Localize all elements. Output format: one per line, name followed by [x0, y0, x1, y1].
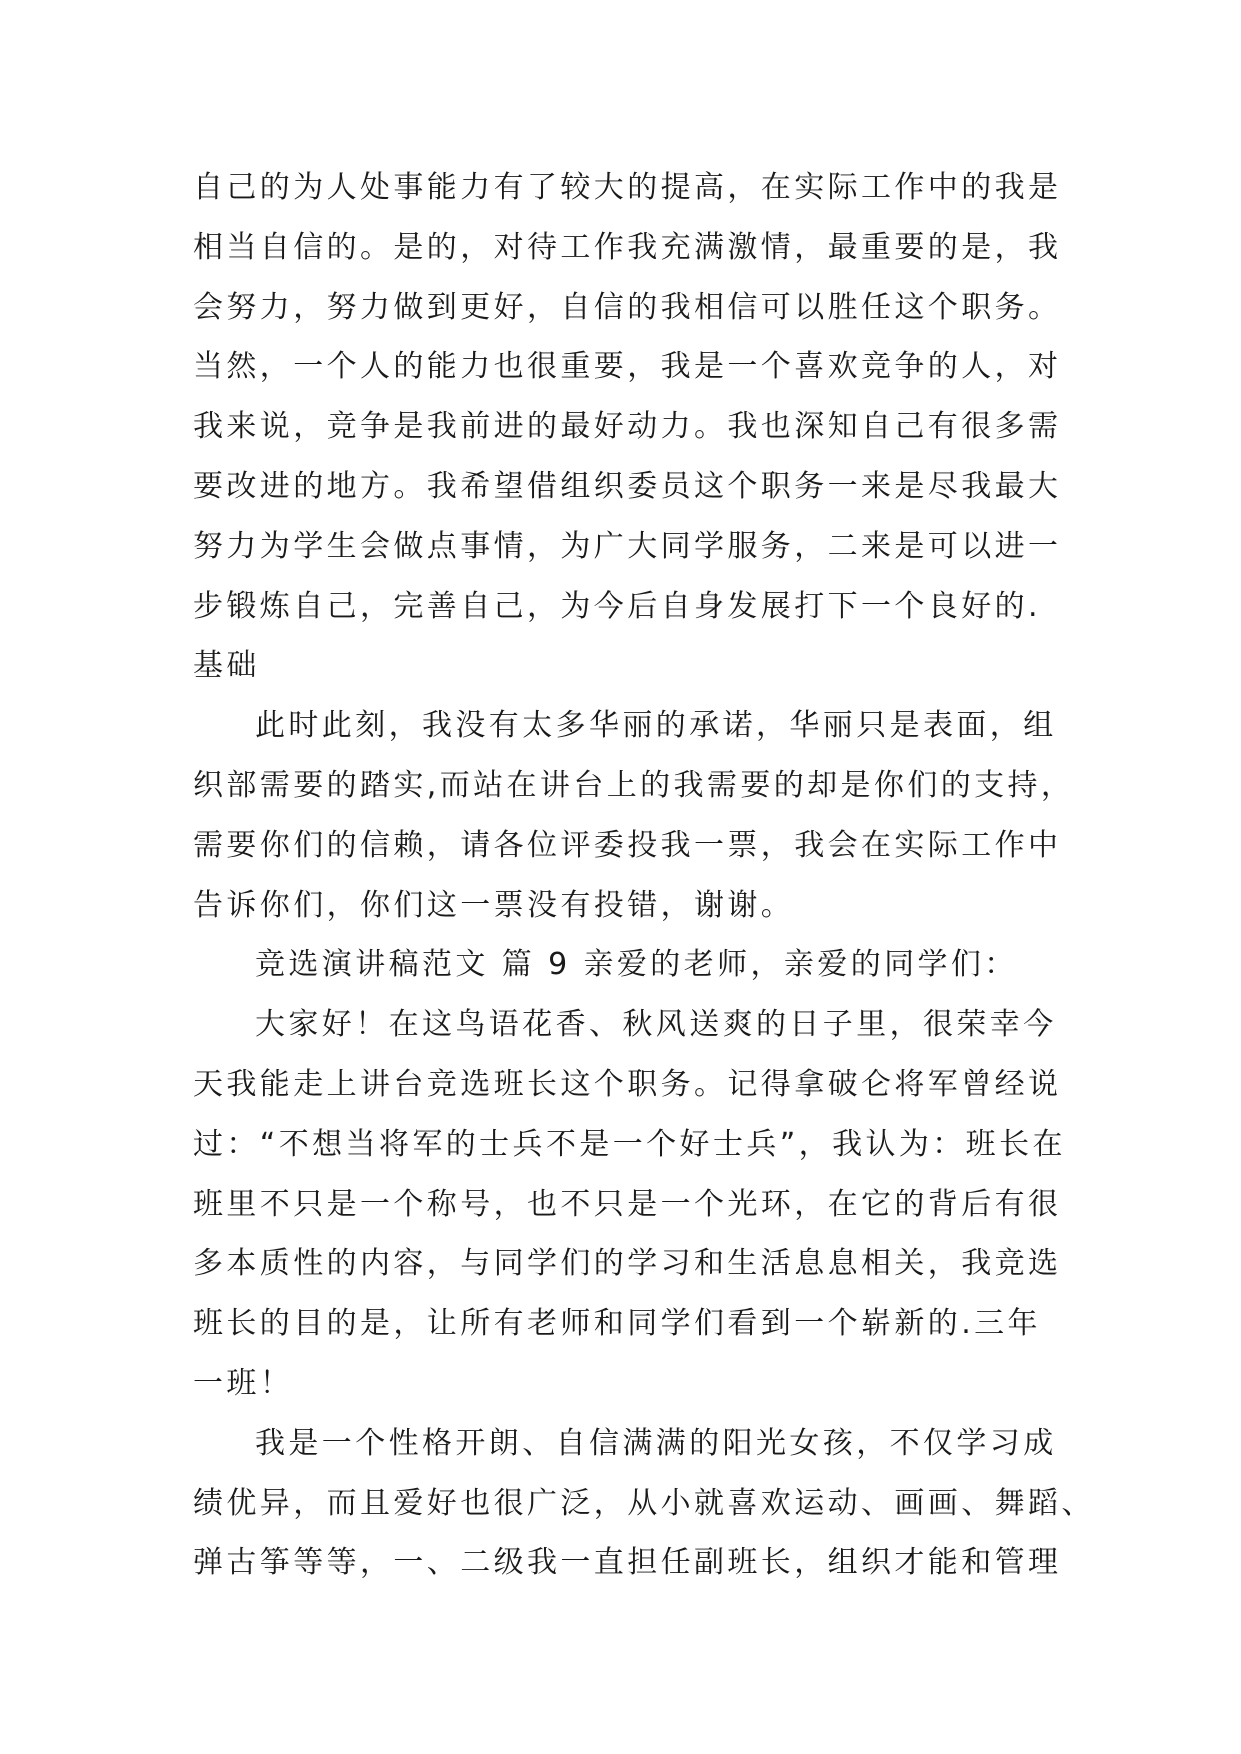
- text-line: 天我能走上讲台竞选班长这个职务。记得拿破仑将军曾经说: [193, 1066, 1062, 1102]
- text-line: 自己的为人处事能力有了较大的提高，在实际工作中的我是: [193, 170, 1062, 205]
- text-line: 弹古筝等等，一、二级我一直担任副班长，组织才能和管理: [193, 1545, 1062, 1581]
- text-line: 告诉你们，你们这一票没有投错，谢谢。: [193, 887, 795, 923]
- text-line: 努力为学生会做点事情，为广大同学服务，二来是可以进一: [193, 528, 1062, 564]
- text-line: 一班！: [193, 1365, 294, 1401]
- text-line: 竞选演讲稿范文 篇 9 亲爱的老师，亲爱的同学们：: [255, 947, 1018, 983]
- text-line: 多本质性的内容，与同学们的学习和生活息息相关，我竞选: [193, 1246, 1062, 1282]
- text-line: 会努力，努力做到更好，自信的我相信可以胜任这个职务。: [193, 289, 1062, 325]
- text-line: 相当自信的。是的，对待工作我充满激情，最重要的是，我: [193, 229, 1062, 265]
- text-line: 我是一个性格开朗、自信满满的阳光女孩，不仅学习成: [255, 1425, 1057, 1461]
- text-line: 此时此刻，我没有太多华丽的承诺，华丽只是表面，组: [255, 708, 1057, 744]
- text-line: 我来说，竞争是我前进的最好动力。我也深知自己有很多需: [193, 409, 1062, 445]
- text-line: 班长的目的是，让所有老师和同学们看到一个崭新的.三年: [193, 1306, 1041, 1342]
- text-line: 基础: [193, 648, 260, 684]
- text-line: 班里不只是一个称号，也不只是一个光环，在它的背后有很: [193, 1186, 1062, 1222]
- body-text: [193, 158, 1093, 1593]
- text-line: 需要你们的信赖，请各位评委投我一票，我会在实际工作中: [193, 827, 1062, 863]
- text-line: 织部需要的踏实,而站在讲台上的我需要的却是你们的支持，: [193, 767, 1075, 803]
- text-line: 绩优异，而且爱好也很广泛，从小就喜欢运动、画画、舞蹈、: [193, 1485, 1095, 1521]
- text-line: 要改进的地方。我希望借组织委员这个职务一来是尽我最大: [193, 468, 1062, 504]
- text-line: 步锻炼自己，完善自己，为今后自身发展打下一个良好的.: [193, 588, 1041, 624]
- text-line: 大家好！在这鸟语花香、秋风送爽的日子里，很荣幸今: [255, 1007, 1057, 1043]
- text-line: 当然，一个人的能力也很重要，我是一个喜欢竞争的人，对: [193, 349, 1062, 385]
- text-line: 过：“不想当将军的士兵不是一个好士兵”，我认为：班长在: [193, 1126, 1066, 1162]
